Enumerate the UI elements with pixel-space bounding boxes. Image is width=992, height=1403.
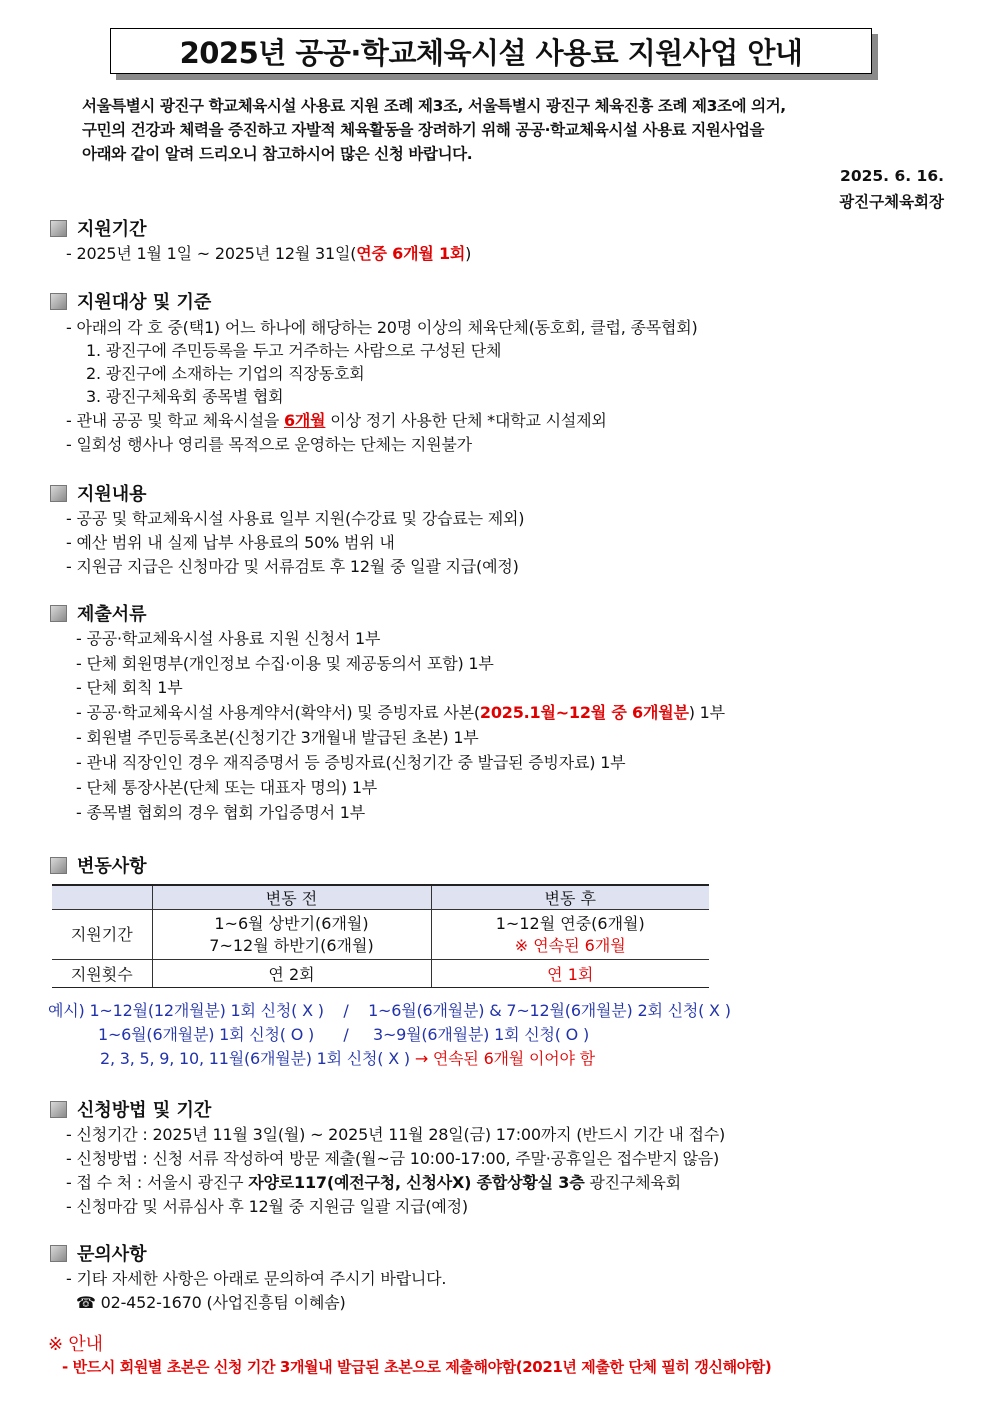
example-line: 예시) 1~12월(12개월분) 1회 신청( X ) / 1~6월(6개월분) & 7~12월(6개월분) 2회 신청( X ) bbox=[48, 1001, 731, 1020]
target-subitem: 3. 광진구체육회 종목별 협회 bbox=[86, 387, 284, 406]
section-changes-heading: 변동사항 bbox=[50, 852, 147, 878]
section-documents-heading: 제출서류 bbox=[50, 600, 147, 626]
square-bullet-icon bbox=[50, 485, 67, 502]
row-label-period: 지원기간 bbox=[52, 910, 152, 960]
section-apply-heading: 신청방법 및 기간 bbox=[50, 1096, 211, 1122]
notice-heading: ※ 안내 bbox=[48, 1334, 103, 1355]
notice-line: - 반드시 회원별 초본은 신청 기간 3개월내 발급된 초본으로 제출해야함(2021년 제출한 단체 필히 갱신해야함) bbox=[62, 1358, 772, 1376]
period-before-cell: 1~6월 상반기(6개월) 7~12월 하반기(6개월) bbox=[152, 910, 431, 960]
section-content-heading: 지원내용 bbox=[50, 480, 147, 506]
document-item: - 공공·학교체육시설 사용료 지원 신청서 1부 bbox=[76, 629, 381, 648]
page-title: 2025년 공공·학교체육시설 사용료 지원사업 안내 bbox=[110, 28, 872, 74]
document-item: - 단체 회칙 1부 bbox=[76, 678, 183, 697]
issuer: 광진구체육회장 bbox=[839, 193, 944, 211]
square-bullet-icon bbox=[50, 220, 67, 237]
square-bullet-icon bbox=[50, 293, 67, 310]
example-line: 1~6월(6개월분) 1회 신청( O ) / 3~9월(6개월분) 1회 신청( O ) bbox=[98, 1025, 589, 1044]
period-line: - 2025년 1월 1일 ~ 2025년 12월 31일(연중 6개월 1회) bbox=[66, 244, 472, 263]
row-label-count: 지원횟수 bbox=[52, 960, 152, 988]
target-line: - 아래의 각 호 중(택1) 어느 하나에 해당하는 20명 이상의 체육단체(동호회, 클럽, 종목협회) bbox=[66, 318, 698, 337]
square-bullet-icon bbox=[50, 1101, 67, 1118]
example-line: 2, 3, 5, 9, 10, 11월(6개월분) 1회 신청( X ) → 연속된 6개월 이어야 함 bbox=[100, 1049, 595, 1068]
document-item: - 종목별 협회의 경우 협회 가입증명서 1부 bbox=[76, 803, 365, 822]
section-period-heading: 지원기간 bbox=[50, 215, 147, 241]
apply-item: - 신청기간 : 2025년 11월 3일(월) ~ 2025년 11월 28일(금) 17:00까지 (반드시 기간 내 접수) bbox=[66, 1125, 726, 1144]
apply-item-place: - 접 수 처 : 서울시 광진구 자양로117(예전구청, 신청사X) 종합상황실 3층 광진구체육회 bbox=[66, 1173, 681, 1192]
content-item: - 예산 범위 내 실제 납부 사용료의 50% 범위 내 bbox=[66, 533, 395, 552]
title-block bbox=[110, 28, 878, 80]
intro-text bbox=[82, 94, 952, 166]
target-rule: - 관내 공공 및 학교 체육시설을 6개월 이상 정기 사용한 단체 *대학교 시설제외 bbox=[66, 411, 607, 430]
table-header-row bbox=[52, 885, 709, 910]
square-bullet-icon bbox=[50, 857, 67, 874]
target-subitem: 2. 광진구에 소재하는 기업의 직장동호회 bbox=[86, 364, 365, 383]
table-row bbox=[52, 960, 709, 988]
document-item-contract: - 공공·학교체육시설 사용계약서(확약서) 및 증빙자료 사본(2025.1월~12월 중 6개월분) 1부 bbox=[76, 703, 725, 722]
intro-line: 구민의 건강과 체력을 증진하고 자발적 체육활동을 장려하기 위해 공공·학교체육시설 사용료 지원사업을 bbox=[82, 121, 765, 139]
count-before-cell: 연 2회 bbox=[152, 960, 431, 988]
phone-icon: ☎ bbox=[76, 1293, 96, 1312]
document-item: - 회원별 주민등록초본(신청기간 3개월내 발급된 초본) 1부 bbox=[76, 728, 479, 747]
inquiry-line: - 기타 자세한 사항은 아래로 문의하여 주시기 바랍니다. bbox=[66, 1269, 447, 1288]
document-item: - 단체 회원명부(개인정보 수집·이용 및 제공동의서 포함) 1부 bbox=[76, 654, 494, 673]
table-header-blank bbox=[52, 885, 152, 910]
inquiry-phone: ☎ 02-452-1670 (사업진흥팀 이혜솜) bbox=[76, 1293, 346, 1312]
changes-table bbox=[52, 884, 709, 988]
apply-item: - 신청마감 및 서류심사 후 12월 중 지원금 일괄 지급(예정) bbox=[66, 1197, 468, 1216]
table-header-before: 변동 전 bbox=[152, 885, 431, 910]
content-item: - 공공 및 학교체육시설 사용료 일부 지원(수강료 및 강습료는 제외) bbox=[66, 509, 525, 528]
table-header-after: 변동 후 bbox=[431, 885, 709, 910]
section-target-heading: 지원대상 및 기준 bbox=[50, 288, 211, 314]
square-bullet-icon bbox=[50, 1245, 67, 1262]
period-after-cell: 1~12월 연중(6개월) ※ 연속된 6개월 bbox=[431, 910, 709, 960]
section-inquiry-heading: 문의사항 bbox=[50, 1240, 147, 1266]
document-item: - 단체 통장사본(단체 또는 대표자 명의) 1부 bbox=[76, 778, 378, 797]
notice-date: 2025. 6. 16. bbox=[840, 167, 944, 185]
table-row bbox=[52, 910, 709, 960]
content-item: - 지원금 지급은 신청마감 및 서류검토 후 12월 중 일괄 지급(예정) bbox=[66, 557, 519, 576]
square-bullet-icon bbox=[50, 605, 67, 622]
count-after-cell: 연 1회 bbox=[431, 960, 709, 988]
intro-line: 서울특별시 광진구 학교체육시설 사용료 지원 조례 제3조, 서울특별시 광진구 체육진흥 조례 제3조에 의거, bbox=[82, 97, 786, 115]
document-item: - 관내 직장인인 경우 재직증명서 등 증빙자료(신청기간 중 발급된 증빙자료) 1부 bbox=[76, 753, 626, 772]
intro-line: 아래와 같이 알려 드리오니 참고하시어 많은 신청 바랍니다. bbox=[82, 145, 473, 163]
apply-item: - 신청방법 : 신청 서류 작성하여 방문 제출(월~금 10:00-17:00, 주말·공휴일은 접수받지 않음) bbox=[66, 1149, 720, 1168]
target-exclusion: - 일회성 행사나 영리를 목적으로 운영하는 단체는 지원불가 bbox=[66, 435, 472, 454]
target-subitem: 1. 광진구에 주민등록을 두고 거주하는 사람으로 구성된 단체 bbox=[86, 341, 502, 360]
